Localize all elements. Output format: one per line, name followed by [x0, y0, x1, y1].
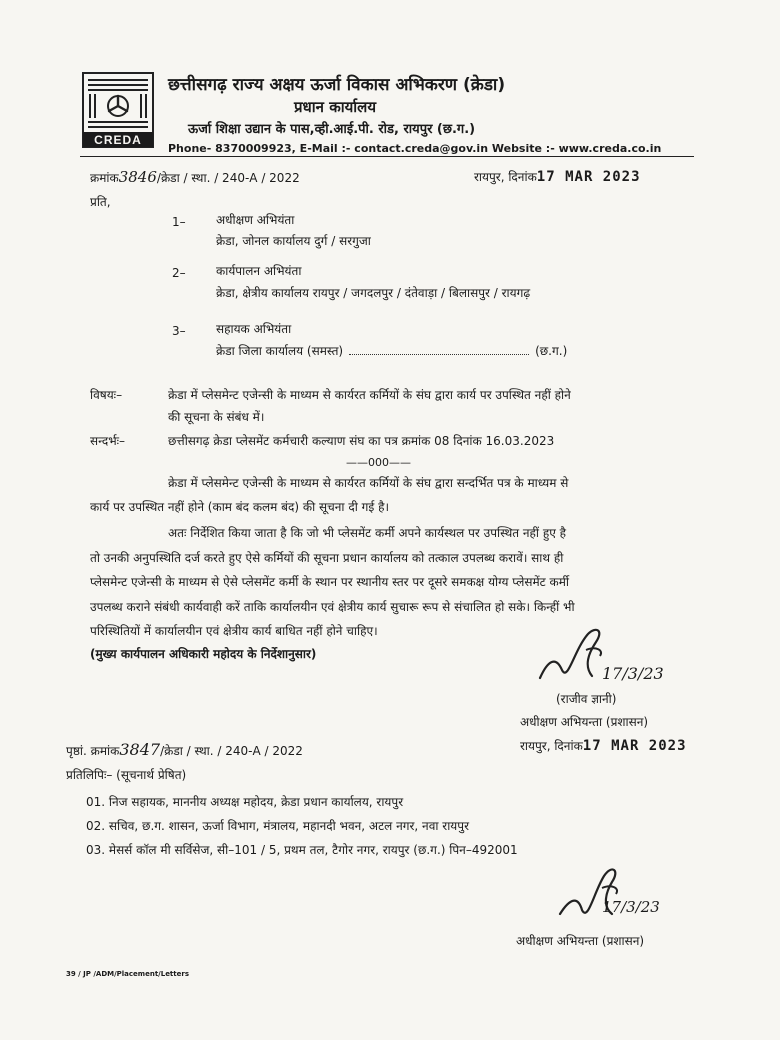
- signatory-1-name: (राजीव ज्ञानी): [556, 692, 617, 706]
- recipient-1-title: अधीक्षण अभियंता: [216, 213, 295, 227]
- endorsement-suffix: /क्रेडा / स्था. / 240-A / 2022: [160, 744, 303, 758]
- ref-date-line: [474, 168, 641, 185]
- instruction-note: (मुख्य कार्यपालन अधिकारी महोदय के निर्देशानुसार): [90, 647, 317, 661]
- office-address: ऊर्जा शिक्षा उद्यान के पास,व्ही.आई.पी. रोड, रायपुर (छ.ग.): [188, 122, 476, 137]
- signature-1-hand-date: 17/3/23: [602, 664, 664, 683]
- signatory-1-place-date: रायपुर, दिनांक: [520, 739, 583, 753]
- signature-2-hand-date: 17/3/23: [602, 898, 660, 916]
- ref-place-date-label: रायपुर, दिनांक: [474, 170, 537, 184]
- subject-label: विषयः–: [90, 388, 123, 402]
- copy-label: प्रतिलिपिः– (सूचनार्थ प्रेषित): [66, 768, 187, 782]
- to-label: प्रति,: [90, 195, 111, 209]
- body-p2-line-4: उपलब्ध कराने संबंधी कार्यवाही करें ताकि कार्यालयीन एवं क्षेत्रीय कार्य सुचारू रूप से संचालित हो सके। किन्हीं भी: [90, 600, 575, 614]
- ref-hand-number: 3846: [118, 168, 157, 186]
- ref-suffix: /क्रेडा / स्था. / 240-A / 2022: [156, 171, 300, 185]
- copy-item-2: 02. सचिव, छ.ग. शासन, ऊर्जा विभाग, मंत्रालय, महानदी भवन, अटल नगर, नवा रायपुर: [86, 819, 469, 833]
- recipient-3-office: क्रेडा जिला कार्यालय (समस्त): [216, 344, 344, 358]
- copy-item-3: 03. मेसर्स कॉल मी सर्विसेज, सी–101 / 5, प्रथम तल, टैगोर नगर, रायपुर (छ.ग.) पिन–492001: [86, 843, 518, 857]
- endorsement-prefix: पृष्ठां. क्रमांक: [66, 744, 120, 758]
- dotted-fill-line: [349, 354, 529, 355]
- body-p2-line-5: परिस्थितियों में कार्यालयीन एवं क्षेत्रीय कार्य बाधित नहीं होने चाहिए।: [90, 624, 378, 638]
- endorsement-number-line: [66, 740, 303, 759]
- body-p2-line-1: अतः निर्देशित किया जाता है कि जो भी प्लेसमेंट कर्मी अपने कार्यस्थल पर उपस्थित नहीं हुए है: [168, 526, 567, 540]
- signatory-1-date-line: [520, 737, 687, 754]
- subject-line-2: की सूचना के संबंध में।: [168, 410, 265, 424]
- body-p2-line-2: तो उनकी अनुपस्थिति दर्ज करते हुए ऐसे कर्मियों की सूचना प्रधान कार्यालय को तत्काल उपलब्ध करावें। साथ ही: [90, 551, 564, 565]
- signatory-1-designation: अधीक्षण अभियन्ता (प्रशासन): [520, 715, 649, 729]
- separator: ——000——: [346, 456, 411, 469]
- recipient-3-office-line: [216, 342, 567, 359]
- signatory-2-designation: अधीक्षण अभियन्ता (प्रशासन): [516, 934, 645, 948]
- ref-date-stamp: 17 MAR 2023: [536, 169, 641, 185]
- creda-logo: [82, 72, 154, 148]
- recipient-1-office: क्रेडा, जोनल कार्यालय दुर्ग / सरगुजा: [216, 234, 371, 248]
- recipient-3-title: सहायक अभियंता: [216, 322, 292, 336]
- recipient-2-number: 2–: [172, 266, 186, 280]
- reference-text: छत्तीसगढ़ क्रेडा प्लेसमेंट कर्मचारी कल्याण संघ का पत्र क्रमांक 08 दिनांक 16.03.2023: [168, 434, 555, 448]
- endorsement-hand-number: 3847: [119, 740, 161, 759]
- ref-prefix: क्रमांक: [90, 171, 119, 185]
- body-p1-line-2: कार्य पर उपस्थित नहीं होने (काम बंद कलम बंद) की सूचना दी गई है।: [90, 500, 390, 514]
- subject-line-1: क्रेडा में प्लेसमेन्ट एजेन्सी के माध्यम से कार्यरत कर्मियों के संघ द्वारा कार्य पर उपस्थित नहीं होने: [168, 388, 571, 402]
- recipient-1-number: 1–: [172, 215, 186, 229]
- recipient-3-number: 3–: [172, 324, 186, 338]
- reference-label: सन्दर्भः–: [90, 434, 126, 448]
- footer-file-path: 39 / JP /ADM/Placement/Letters: [66, 970, 189, 978]
- recipient-2-office: क्रेडा, क्षेत्रीय कार्यालय रायपुर / जगदलपुर / दंतेवाड़ा / बिलासपुर / रायगढ़: [216, 286, 531, 300]
- body-p2-line-3: प्लेसमेन्ट एजेन्सी के माध्यम से ऐसे प्लेसमेंट कर्मी के स्थान पर स्थानीय स्तर पर दूसरे समकक्ष योग्य प्लेसमेंट कर्मी: [90, 575, 569, 589]
- logo-text: CREDA: [94, 133, 142, 147]
- signature-2-scribble: [548, 858, 668, 928]
- ref-number-line: [90, 168, 300, 186]
- body-p1-line-1: क्रेडा में प्लेसमेन्ट एजेन्सी के माध्यम से कार्यरत कर्मियों के संघ द्वारा सन्दर्भित पत्र के माध्यम से: [168, 476, 569, 490]
- signatory-1-date-stamp: 17 MAR 2023: [582, 738, 687, 754]
- office-name: प्रधान कार्यालय: [294, 98, 377, 116]
- header-divider: [80, 156, 694, 157]
- copy-item-1: 01. निज सहायक, माननीय अध्यक्ष महोदय, क्रेडा प्रधान कार्यालय, रायपुर: [86, 795, 404, 809]
- recipient-2-title: कार्यपालन अभियंता: [216, 264, 302, 278]
- contact-line: Phone- 8370009923, E-Mail :- contact.creda@gov.in Website :- www.creda.co.in: [168, 142, 662, 155]
- recipient-3-tail: (छ.ग.): [535, 344, 568, 358]
- org-name: छत्तीसगढ़ राज्य अक्षय ऊर्जा विकास अभिकरण (क्रेडा): [168, 75, 506, 95]
